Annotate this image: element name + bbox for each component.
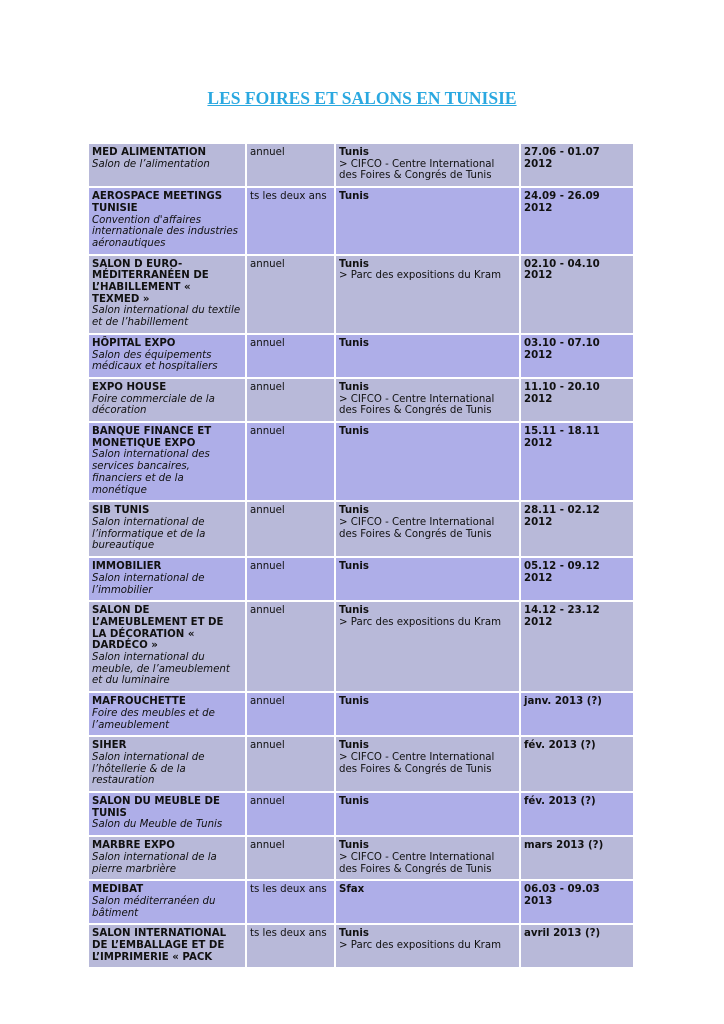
event-date: 02.10 - 04.10 2012	[524, 258, 600, 282]
event-description: Foire des meubles et de l’ameublement	[92, 707, 215, 731]
event-date: 28.11 - 02.12 2012	[524, 505, 600, 528]
event-frequency: annuel	[250, 258, 285, 270]
event-frequency: ts les deux ans	[250, 884, 327, 896]
event-cell	[89, 793, 245, 835]
event-city: Tunis	[339, 740, 369, 752]
event-venue: > CIFCO - Centre International des Foires & Congrés de Tunis	[339, 851, 495, 875]
event-city: Tunis	[339, 191, 369, 203]
event-frequency: ts les deux ans	[250, 191, 327, 203]
event-frequency: ts les deux ans	[250, 928, 327, 940]
frequency-cell	[247, 558, 334, 600]
event-description: Salon international de l’informatique et de la bureautique	[92, 516, 206, 552]
frequency-cell	[247, 335, 334, 377]
location-cell	[336, 335, 519, 377]
date-cell	[521, 379, 633, 421]
event-name: AEROSPACE MEETINGS TUNISIE	[92, 191, 223, 214]
location-cell	[336, 558, 519, 600]
location-cell	[336, 144, 519, 186]
event-city: Tunis	[339, 796, 369, 808]
location-cell	[336, 379, 519, 421]
event-cell	[89, 188, 245, 254]
event-city: Tunis	[339, 337, 369, 349]
event-frequency: annuel	[250, 505, 285, 517]
event-city: Tunis	[339, 505, 369, 517]
event-frequency: annuel	[250, 796, 285, 808]
table-row	[89, 423, 633, 500]
event-city: Tunis	[339, 696, 369, 708]
table-row	[89, 144, 633, 186]
event-name: HÔPITAL EXPO	[92, 337, 176, 349]
event-cell	[89, 256, 245, 333]
date-cell	[521, 502, 633, 556]
frequency-cell	[247, 793, 334, 835]
frequency-cell	[247, 737, 334, 791]
event-name: MED ALIMENTATION	[92, 147, 207, 158]
location-cell	[336, 925, 519, 967]
frequency-cell	[247, 144, 334, 186]
table-row	[89, 502, 633, 556]
event-name: SIHER	[92, 740, 127, 752]
event-city: Tunis	[339, 381, 369, 393]
date-cell	[521, 925, 633, 967]
event-venue: > Parc des expositions du Kram	[339, 270, 501, 282]
event-city: Tunis	[339, 605, 369, 617]
page-title: LES FOIRES ET SALONS EN TUNISIE	[207, 88, 517, 108]
frequency-cell	[247, 837, 334, 879]
event-name: EXPO HOUSE	[92, 381, 167, 393]
location-cell	[336, 693, 519, 735]
table-row	[89, 188, 633, 254]
event-date: 15.11 - 18.11 2012	[524, 426, 600, 449]
event-name: MAFROUCHETTE	[92, 696, 186, 708]
frequency-cell	[247, 693, 334, 735]
event-description: Convention d'affaires internationale des industries aéronautiques	[92, 214, 238, 249]
event-description: Salon international des services bancaires, financiers et de la monétique	[92, 449, 210, 496]
event-frequency: annuel	[250, 840, 285, 852]
event-name: SIB TUNIS	[92, 505, 150, 517]
table-row	[89, 925, 633, 967]
event-frequency: annuel	[250, 740, 285, 752]
event-date: mars 2013 (?)	[524, 840, 604, 852]
event-description: Salon international de l’immobilier	[92, 572, 205, 596]
event-name: MEDIBAT	[92, 884, 144, 896]
date-cell	[521, 188, 633, 254]
event-city: Tunis	[339, 147, 369, 158]
frequency-cell	[247, 256, 334, 333]
event-cell	[89, 423, 245, 500]
event-date: fév. 2013 (?)	[524, 796, 596, 808]
location-cell	[336, 188, 519, 254]
event-venue: > CIFCO - Centre International des Foires & Congrés de Tunis	[339, 393, 495, 417]
event-description: Salon de l’alimentation	[92, 158, 210, 170]
table-row	[89, 737, 633, 791]
event-cell	[89, 737, 245, 791]
event-date: 06.03 - 09.03 2013	[524, 884, 600, 907]
date-cell	[521, 423, 633, 500]
fairs-table	[87, 142, 635, 969]
location-cell	[336, 793, 519, 835]
event-cell	[89, 602, 245, 691]
frequency-cell	[247, 188, 334, 254]
location-cell	[336, 881, 519, 923]
event-description: Salon méditerranéen du bâtiment	[92, 895, 216, 919]
event-venue: > CIFCO - Centre International des Foires & Congrés de Tunis	[339, 751, 495, 775]
event-description: Salon international du meuble, de l’ameublement et du luminaire	[92, 652, 230, 687]
event-description: Salon des équipements médicaux et hospitaliers	[92, 349, 218, 373]
date-cell	[521, 837, 633, 879]
event-description: Salon du Meuble de Tunis	[92, 819, 223, 831]
event-description: Salon international du textile et de l’habillement	[92, 305, 241, 329]
event-cell	[89, 693, 245, 735]
event-cell	[89, 837, 245, 879]
event-name: SALON INTERNATIONAL DE L’EMBALLAGE ET DE L’IMPRIMERIE « PACK	[92, 928, 227, 963]
event-frequency: annuel	[250, 426, 285, 438]
event-frequency: annuel	[250, 337, 285, 349]
event-name: IMMOBILIER	[92, 561, 162, 573]
frequency-cell	[247, 502, 334, 556]
frequency-cell	[247, 925, 334, 967]
event-date: avril 2013 (?)	[524, 928, 601, 940]
event-cell	[89, 502, 245, 556]
location-cell	[336, 423, 519, 500]
date-cell	[521, 693, 633, 735]
event-city: Tunis	[339, 928, 369, 940]
table-row	[89, 335, 633, 377]
event-name: SALON DU MEUBLE DE TUNIS	[92, 796, 220, 819]
table-row	[89, 881, 633, 923]
event-cell	[89, 881, 245, 923]
location-cell	[336, 737, 519, 791]
table-row	[89, 379, 633, 421]
event-date: 11.10 - 20.10 2012	[524, 381, 600, 405]
date-cell	[521, 602, 633, 691]
table-row	[89, 793, 633, 835]
event-city: Tunis	[339, 426, 369, 438]
date-cell	[521, 144, 633, 186]
event-name: MARBRE EXPO	[92, 840, 175, 852]
frequency-cell	[247, 423, 334, 500]
event-description: Salon international de l’hôtellerie & de la restauration	[92, 751, 205, 787]
table-row	[89, 558, 633, 600]
location-cell	[336, 502, 519, 556]
table-row	[89, 693, 633, 735]
location-cell	[336, 837, 519, 879]
event-date: 27.06 - 01.07 2012	[524, 147, 600, 170]
event-city: Tunis	[339, 258, 369, 270]
location-cell	[336, 602, 519, 691]
event-venue: > CIFCO - Centre International des Foires & Congrés de Tunis	[339, 516, 495, 540]
fairs-table-body	[89, 144, 633, 967]
event-frequency: annuel	[250, 605, 285, 617]
frequency-cell	[247, 881, 334, 923]
event-date: 05.12 - 09.12 2012	[524, 561, 600, 584]
event-city: Sfax	[339, 884, 365, 896]
event-description: Foire commerciale de la décoration	[92, 393, 215, 417]
date-cell	[521, 256, 633, 333]
event-venue: > CIFCO - Centre International des Foires & Congrés de Tunis	[339, 158, 495, 182]
date-cell	[521, 558, 633, 600]
event-cell	[89, 379, 245, 421]
event-date: 24.09 - 26.09 2012	[524, 191, 600, 214]
date-cell	[521, 335, 633, 377]
event-cell	[89, 925, 245, 967]
date-cell	[521, 737, 633, 791]
table-row	[89, 256, 633, 333]
fairs-table-container	[87, 142, 635, 963]
event-frequency: annuel	[250, 381, 285, 393]
event-venue: > Parc des expositions du Kram	[339, 940, 501, 952]
event-date: 14.12 - 23.12 2012	[524, 605, 600, 628]
table-row	[89, 837, 633, 879]
event-cell	[89, 335, 245, 377]
event-description: Salon international de la pierre marbrière	[92, 851, 217, 875]
event-frequency: annuel	[250, 147, 285, 158]
event-date: fév. 2013 (?)	[524, 740, 596, 752]
table-row	[89, 602, 633, 691]
event-frequency: annuel	[250, 696, 285, 708]
event-date: 03.10 - 07.10 2012	[524, 337, 600, 361]
date-cell	[521, 881, 633, 923]
event-date: janv. 2013 (?)	[524, 696, 602, 708]
location-cell	[336, 256, 519, 333]
event-name: SALON D EURO-MÉDITERRANÉEN DE L’HABILLEMENT « TEXMED »	[92, 258, 209, 305]
event-city: Tunis	[339, 561, 369, 573]
event-venue: > Parc des expositions du Kram	[339, 616, 501, 628]
event-name: BANQUE FINANCE ET MONETIQUE EXPO	[92, 426, 212, 449]
frequency-cell	[247, 379, 334, 421]
date-cell	[521, 793, 633, 835]
event-frequency: annuel	[250, 561, 285, 573]
event-cell	[89, 558, 245, 600]
event-city: Tunis	[339, 840, 369, 852]
event-cell	[89, 144, 245, 186]
frequency-cell	[247, 602, 334, 691]
event-name: SALON DE L’AMEUBLEMENT ET DE LA DÉCORATION « DARDÉCO »	[92, 605, 224, 652]
